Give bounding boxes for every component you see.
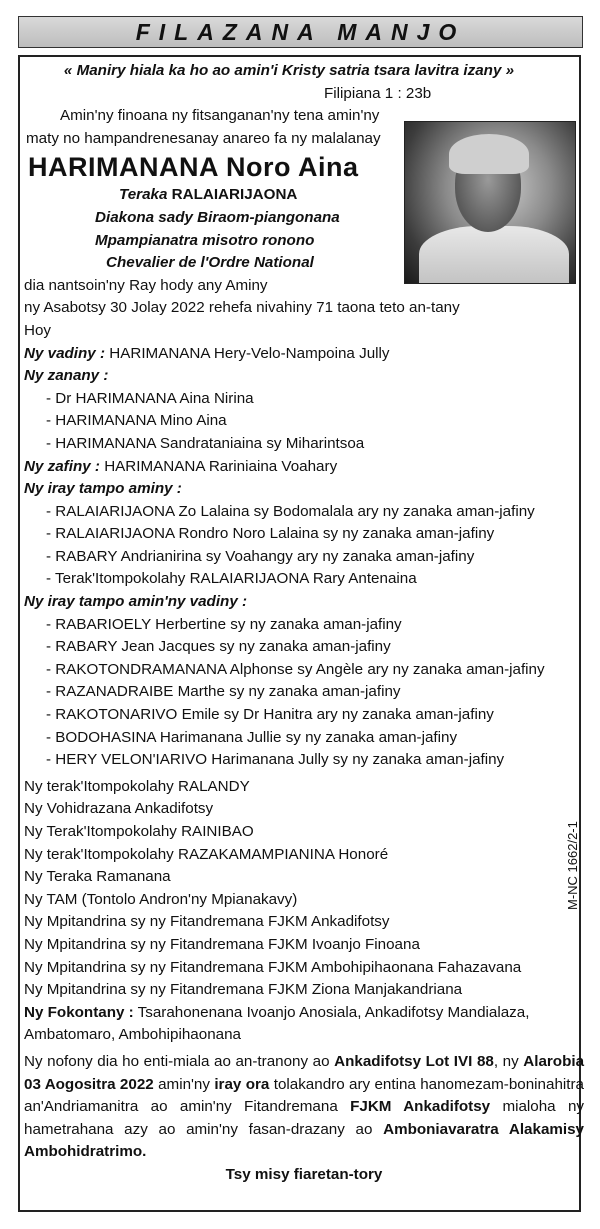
list-item: - RABARY Andrianirina sy Voahangy ary ny zanaka aman-jafiny (46, 547, 475, 565)
list-item: - RALAIARIJAONA Rondro Noro Lalaina sy ny zanaka aman-jafiny (46, 525, 495, 543)
title-3: Chevalier de l'Ordre National (106, 254, 314, 272)
list-item: - Terak'Itompokolahy RALAIARIJAONA Rary Antenaina (46, 570, 417, 588)
deceased-name: HARIMANANA Noro Aina (28, 152, 359, 183)
list-item: - RABARY Jean Jacques sy ny zanaka aman-jafiny (46, 638, 391, 656)
list-item: - HERY VELON'IARIVO Harimanana Jully sy ny zanaka aman-jafiny (46, 751, 505, 769)
notice-content (24, 60, 584, 1187)
list-item: Ny Mpitandrina sy ny Fitandremana FJKM Ziona Manjakandriana (24, 981, 463, 999)
list-item: - RAKOTONARIVO Emile sy Dr Hanitra ary ny zanaka aman-jafiny (46, 706, 494, 724)
bible-reference: Filipiana 1 : 23b (324, 84, 432, 102)
funeral-paragraph: Ny nofony dia ho enti-miala ao an-tranony ao Ankadifotsy Lot IVI 88, ny Alarobia 03 Aogositra 2022 amin'ny iray ora tolakandro ary entina hanomezam-boninahitra an'Andriamanitra ao amin'ny Fitandremana FJKM Ankadifotsy mialoha ny hametrahana azy ao amin'ny fasan-drazany ao Amboniavaratra Alakamisy Ambohidratrimo. (24, 1052, 585, 1161)
siblings-label: Ny iray tampo aminy : (24, 480, 182, 498)
death-line-3: Hoy (24, 321, 52, 339)
intro-line-1: Amin'ny finoana ny fitsanganan'ny tena amin'ny (60, 107, 380, 125)
maiden-name: Teraka RALAIARIJAONA (119, 186, 298, 204)
children-label: Ny zanany : (24, 367, 109, 385)
bible-quote: « Maniry hiala ka ho ao amin'i Kristy satria tsara lavitra izany » (63, 62, 515, 79)
spouse-siblings-label: Ny iray tampo amin'ny vadiny : (24, 593, 248, 611)
list-item: Ny Mpitandrina sy ny Fitandremana FJKM Ivoanjo Finoana (24, 935, 420, 953)
list-item: Ny Vohidrazana Ankadifotsy (24, 800, 214, 818)
grandchildren-row: Ny zafiny : HARIMANANA Rariniaina Voahary (24, 457, 338, 475)
notice-title: FILAZANA MANJO (135, 18, 466, 45)
list-item: Ny terak'Itompokolahy RAZAKAMAMPIANINA Honoré (24, 845, 389, 863)
list-item: Ny Teraka Ramanana (24, 868, 171, 886)
reference-code: M-NC 1662/2-1 (565, 821, 580, 910)
list-item: - BODOHASINA Harimanana Jullie sy ny zanaka aman-jafiny (46, 728, 458, 746)
list-item: Ny Terak'Itompokolahy RAINIBAO (24, 823, 254, 840)
closing-line: Tsy misy fiaretan-tory (225, 1165, 383, 1183)
death-line-2: ny Asabotsy 30 Jolay 2022 rehefa nivahiny 71 taona teto an-tany (24, 299, 460, 317)
death-line-1: dia nantsoin'ny Ray hody any Aminy (24, 276, 268, 294)
intro-line-2: maty no hampandrenesanay anareo fa ny malalanay (26, 129, 381, 147)
list-item: Ny TAM (Tontolo Andron'ny Mpianakavy) (24, 890, 298, 908)
notice-header (18, 16, 583, 48)
list-item: - HARIMANANA Sandrataniaina sy Miharintsoa (46, 434, 365, 452)
list-item: - Dr HARIMANANA Aina Nirina (46, 389, 254, 407)
list-item: - RAKOTONDRAMANANA Alphonse sy Angèle ary ny zanaka aman-jafiny (46, 660, 545, 678)
list-item: - RALAIARIJAONA Zo Lalaina sy Bodomalala ary ny zanaka aman-jafiny (46, 502, 535, 520)
list-item: Ny terak'Itompokolahy RALANDY (24, 777, 250, 795)
fokontany-row: Ny Fokontany : Tsarahonenana Ivoanjo Anosiala, Ankadifotsy Mandialaza, (24, 1003, 530, 1021)
title-1: Diakona sady Biraom-piangonana (95, 208, 340, 226)
list-item: Ny Mpitandrina sy ny Fitandremana FJKM Ankadifotsy (24, 913, 390, 931)
title-2: Mpampianatra misotro ronono (95, 231, 315, 249)
spouse-row: Ny vadiny : HARIMANANA Hery-Velo-Nampoina Jully (24, 344, 390, 362)
fokontany-row-2: Ambatomaro, Ambohipihaonana (24, 1026, 241, 1044)
list-item: - RABARIOELY Herbertine sy ny zanaka aman-jafiny (46, 615, 402, 633)
list-item: Ny Mpitandrina sy ny Fitandremana FJKM Ambohipihaonana Fahazavana (24, 958, 522, 976)
list-item: - HARIMANANA Mino Aina (46, 412, 227, 430)
list-item: - RAZANADRAIBE Marthe sy ny zanaka aman-jafiny (46, 683, 401, 701)
